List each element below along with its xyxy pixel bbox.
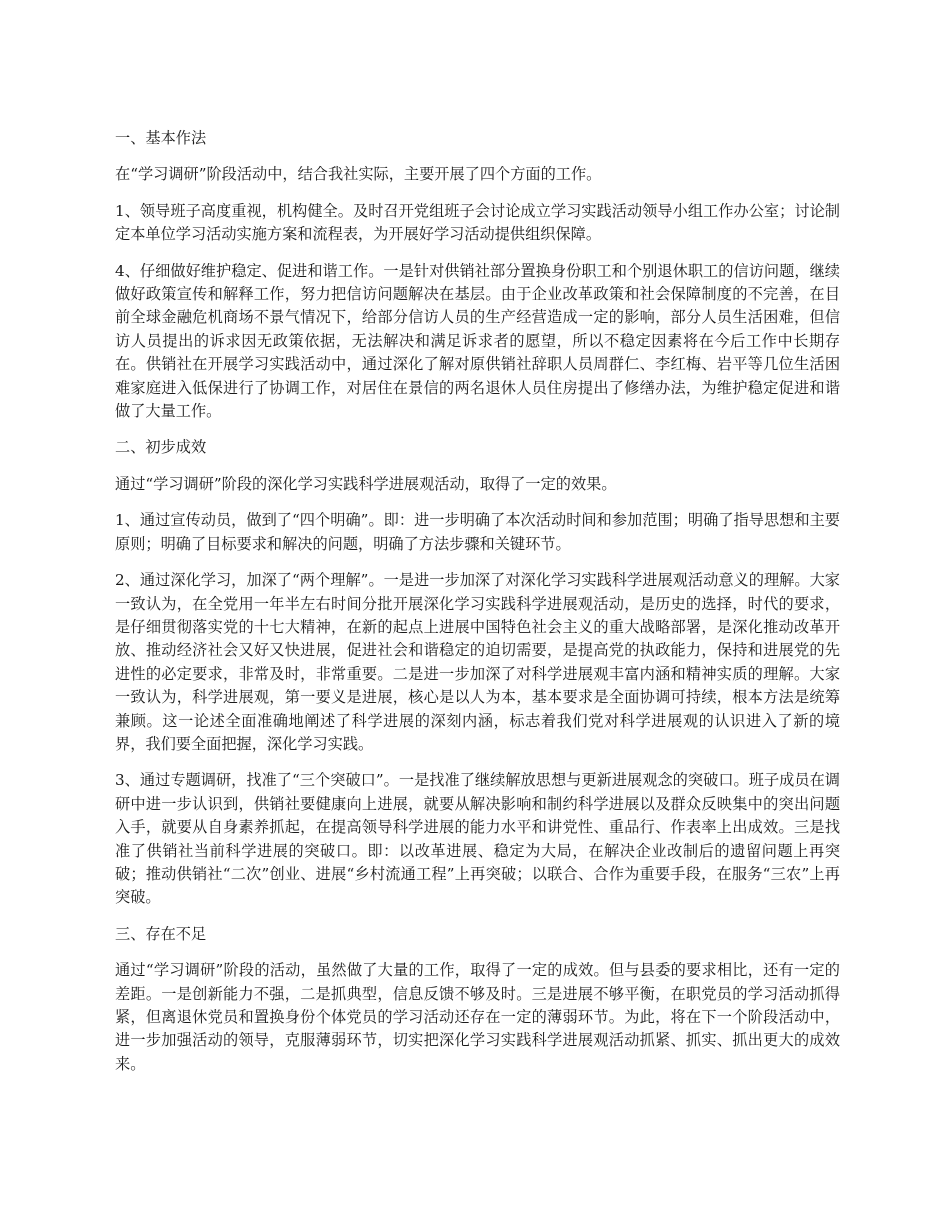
intro-paragraph: 在“学习调研”阶段活动中，结合我社实际，主要开展了四个方面的工作。 bbox=[115, 165, 602, 184]
section-heading-basic-practice: 一、基本作法 bbox=[115, 129, 207, 147]
section-heading-initial-results: 二、初步成效 bbox=[115, 438, 207, 457]
paragraph-two-understandings: 2、通过深化学习，加深了“两个理解”。一是进一步加深了对深化学习实践科学进展观活动意义的理解。大家一致认为，在全党用一年半左右时间分批开展深化学习实践科学进展观活动，是历史的选择，时代的要求，是仔细贯彻落实党的十七大精神，在新的起点上进展中国特色社会主义的重大战略部署，是深化推动改革开放、推动经济社会又好又快进展，促进社会和谐稳定的迫切需要，是提高党的执政能力，保持和进展党的先进性的必定要求，非常及时，非常重要。二是进一步加深了对科学进展观丰富内涵和精神实质的理解。大家一致认为，科学进展观，第一要义是进展，核心是以人为本，基本要求是全面协调可持续，根本方法是统筹兼顾。这一论述全面准确地阐述了科学进展的深刻内涵，标志着我们党对科学进展观的认识进入了新的境界，我们要全面把握，深化学习实践。 bbox=[115, 571, 840, 753]
section-heading-shortcomings: 三、存在不足 bbox=[115, 924, 207, 943]
paragraph-stability: 4、仔细做好维护稳定、促进和谐工作。一是针对供销社部分置换身份职工和个别退休职工的信访问题，继续做好政策宣传和解释工作，努力把信访问题解决在基层。由于企业改革政策和社会保障制度的不完善，在目前全球金融危机商场不景气情况下，给部分信访人员的生产经营造成一定的影响，部分人员生活困难，但信访人员提出的诉求因无政策依据，无法解决和满足诉求者的愿望，所以不稳定因素将在今后工作中长期存在。供销社在开展学习实践活动中，通过深化了解对原供销社辞职人员周群仁、李红梅、岩平等几位生活困难家庭进入低保进行了协调工作，对居住在景信的两名退休人员住房提出了修缮办法，为维护稳定促进和谐做了大量工作。 bbox=[115, 261, 840, 421]
document-page bbox=[115, 127, 840, 1089]
paragraph-shortcomings: 通过“学习调研”阶段的活动，虽然做了大量的工作，取得了一定的成效。但与县委的要求相比，还有一定的差距。一是创新能力不强，二是抓典型，信息反馈不够及时。三是进展不够平衡，在职党员的学习活动抓得紧，但离退休党员和置换身份个体党员的学习活动还存在一定的薄弱环节。为此，将在下一个阶段活动中，进一步加强活动的领导，克服薄弱环节，切实把深化学习实践科学进展观活动抓紧、抓实、抓出更大的成效来。 bbox=[115, 961, 840, 1073]
paragraph-four-clarities: 1、通过宣传动员，做到了“四个明确”。即：进一步明确了本次活动时间和参加范围；明确了指导思想和主要原则；明确了目标要求和解决的问题，明确了方法步骤和关键环节。 bbox=[115, 511, 840, 553]
results-intro-paragraph: 通过“学习调研”阶段的深化学习实践科学进展观活动，取得了一定的效果。 bbox=[115, 474, 617, 493]
paragraph-three-breakthroughs: 3、通过专题调研，找准了“三个突破口”。一是找准了继续解放思想与更新进展观念的突破口。班子成员在调研中进一步认识到，供销社要健康向上进展，就要从解决影响和制约科学进展以及群众反映集中的突出问题入手，就要从自身素养抓起，在提高领导科学进展的能力水平和讲党性、重品行、作表率上出成效。三是找准了供销社当前科学进展的突破口。即：以改革进展、稳定为大局，在解决企业改制后的遗留问题上再突破；推动供销社“二次”创业、进展“乡村流通工程”上再突破；以联合、合作为重要手段，在服务“三农”上再突破。 bbox=[115, 771, 840, 907]
paragraph-leadership: 1、领导班子高度重视，机构健全。及时召开党组班子会讨论成立学习实践活动领导小组工作办公室；讨论制定本单位学习活动实施方案和流程表，为开展好学习活动提供组织保障。 bbox=[115, 201, 840, 244]
